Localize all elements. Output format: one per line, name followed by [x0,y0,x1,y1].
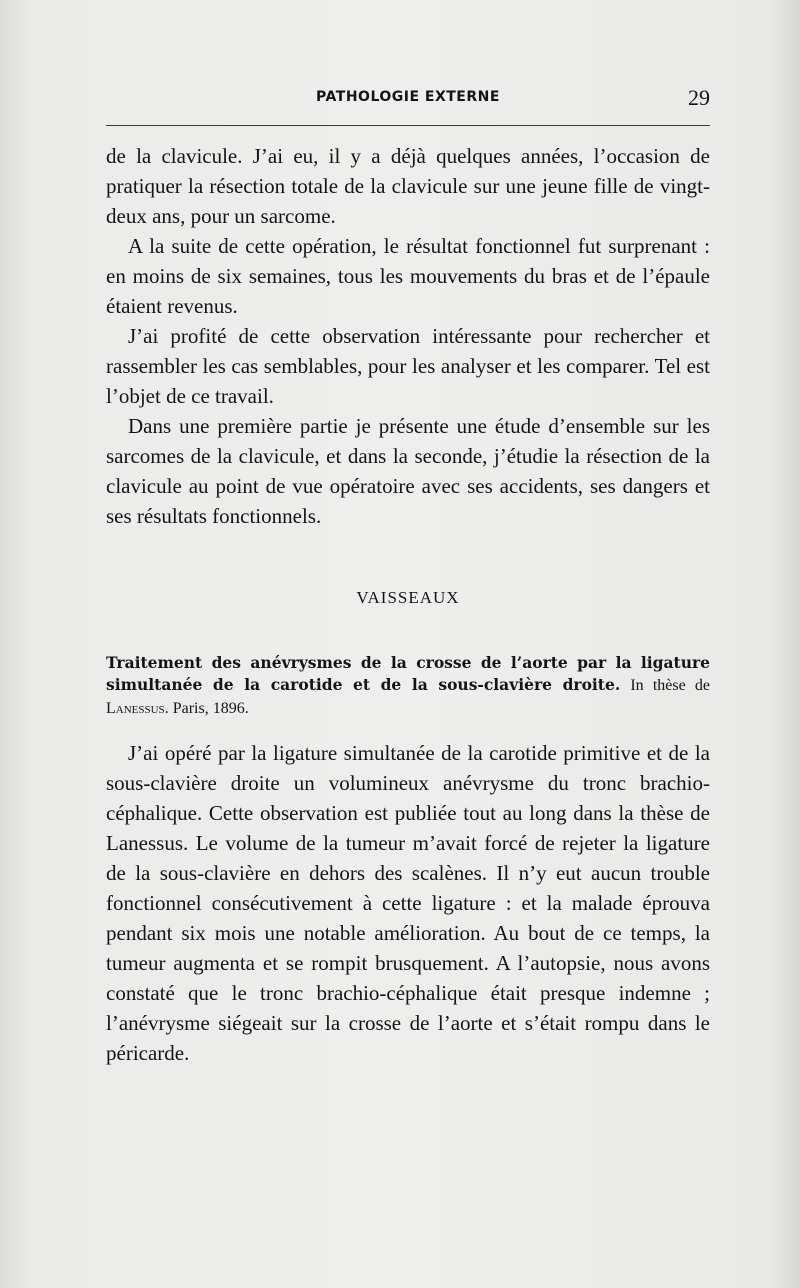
paragraph: A la suite de cette opération, le résultat fonctionnel fut surprenant : en moins de six semaines, tous les mouvements du bras et de l’épaule étaient revenus. [106,234,710,318]
intro-text [106,141,710,531]
page-number: 29 [688,85,710,110]
entry-note-suffix: . Paris, 1896. [164,700,249,717]
section-heading: VAISSEAUX [356,588,460,607]
paragraph: J’ai profité de cette observation intéressante pour rechercher et rassembler les cas semblables, pour les analyser et les comparer. Tel est l’objet de ce travail. [106,324,710,408]
paragraph: Dans une première partie je présente une étude d’ensemble sur les sarcomes de la clavicule, et dans la seconde, j’étudie la résection de la clavicule au point de vue opératoire avec ses accidents, ses dangers et ses résultats fonctionnels. [106,414,710,528]
running-title: PATHOLOGIE EXTERNE [316,89,500,105]
paragraph: J’ai opéré par la ligature simultanée de la carotide primitive et de la sous-clavière droite un volumineux anévrysme du tronc brachio-céphalique. Cette observation est publiée tout au long dans la thèse de Lanessus. Le volume de la tumeur m’avait forcé de rejeter la ligature de la sous-clavière en dehors des scalènes. Il n’y eut aucun trouble fonctionnel consécutivement à cette ligature : et la malade éprouva pendant six mois une notable amélioration. Au bout de ce temps, la tumeur augmenta et se rompit brusquement. A l’autopsie, nous avons constaté que le tronc brachio-céphalique était presque indemne ; l’anévrysme siégeait sur la crosse de l’aorte et s’était rompu dans le péricarde. [106,741,710,1065]
page-header [106,85,710,111]
entry-note-author: Lanessus [106,700,165,717]
entry-text [106,738,710,1068]
entry-title: Traitement des anévrysmes de la crosse de l’aorte par la ligature simultanée de la carotide et de la sous-clavière droite. [106,653,710,694]
bibliographic-entry [106,652,710,720]
header-rule [106,125,710,126]
paragraph: de la clavicule. J’ai eu, il y a déjà quelques années, l’occasion de pratiquer la résection totale de la clavicule sur une jeune fille de vingt-deux ans, pour un sarcome. [106,144,710,228]
entry-note-prefix: In thèse de [630,677,710,694]
